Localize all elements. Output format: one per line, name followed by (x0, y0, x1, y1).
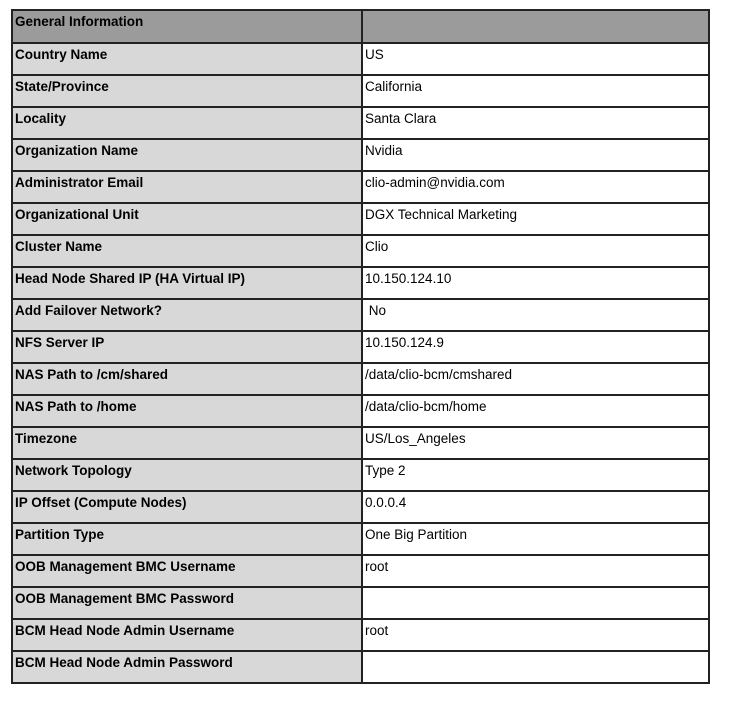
field-value: No (362, 299, 709, 331)
field-value: /data/clio-bcm/cmshared (362, 363, 709, 395)
field-label: Head Node Shared IP (HA Virtual IP) (12, 267, 362, 299)
table-row (12, 427, 709, 459)
field-value: Nvidia (362, 139, 709, 171)
field-label: State/Province (12, 75, 362, 107)
table-row (12, 267, 709, 299)
field-value: 10.150.124.9 (362, 331, 709, 363)
field-value: Santa Clara (362, 107, 709, 139)
table-row (12, 459, 709, 491)
field-label: IP Offset (Compute Nodes) (12, 491, 362, 523)
field-label: Network Topology (12, 459, 362, 491)
table-row (12, 43, 709, 75)
field-label: BCM Head Node Admin Username (12, 619, 362, 651)
field-value (362, 587, 709, 619)
field-label: Cluster Name (12, 235, 362, 267)
header-value (362, 10, 709, 43)
field-value: 10.150.124.10 (362, 267, 709, 299)
table-row (12, 363, 709, 395)
field-value: clio-admin@nvidia.com (362, 171, 709, 203)
field-value: DGX Technical Marketing (362, 203, 709, 235)
table-row (12, 203, 709, 235)
table-row (12, 523, 709, 555)
table-row (12, 395, 709, 427)
field-label: Locality (12, 107, 362, 139)
field-label: Partition Type (12, 523, 362, 555)
table-row (12, 331, 709, 363)
field-label: Timezone (12, 427, 362, 459)
table-row (12, 555, 709, 587)
field-value: root (362, 555, 709, 587)
field-value: /data/clio-bcm/home (362, 395, 709, 427)
field-value: Clio (362, 235, 709, 267)
field-value: 0.0.0.4 (362, 491, 709, 523)
field-value: root (362, 619, 709, 651)
field-value (362, 651, 709, 683)
field-label: NFS Server IP (12, 331, 362, 363)
table-row (12, 651, 709, 683)
field-value: Type 2 (362, 459, 709, 491)
field-value: US (362, 43, 709, 75)
field-value: US/Los_Angeles (362, 427, 709, 459)
field-label: Administrator Email (12, 171, 362, 203)
table-row (12, 75, 709, 107)
field-label: Organization Name (12, 139, 362, 171)
table-header-row (12, 10, 709, 43)
table-row (12, 587, 709, 619)
field-value: One Big Partition (362, 523, 709, 555)
field-label: Country Name (12, 43, 362, 75)
table-row (12, 299, 709, 331)
field-label: OOB Management BMC Password (12, 587, 362, 619)
table-row (12, 491, 709, 523)
field-value: California (362, 75, 709, 107)
field-label: NAS Path to /home (12, 395, 362, 427)
table-row (12, 139, 709, 171)
table-row (12, 171, 709, 203)
field-label: Organizational Unit (12, 203, 362, 235)
general-information-table (11, 9, 710, 684)
table-row (12, 107, 709, 139)
field-label: Add Failover Network? (12, 299, 362, 331)
table-row (12, 235, 709, 267)
table-row (12, 619, 709, 651)
field-label: OOB Management BMC Username (12, 555, 362, 587)
field-label: BCM Head Node Admin Password (12, 651, 362, 683)
field-label: NAS Path to /cm/shared (12, 363, 362, 395)
header-label: General Information (12, 10, 362, 43)
